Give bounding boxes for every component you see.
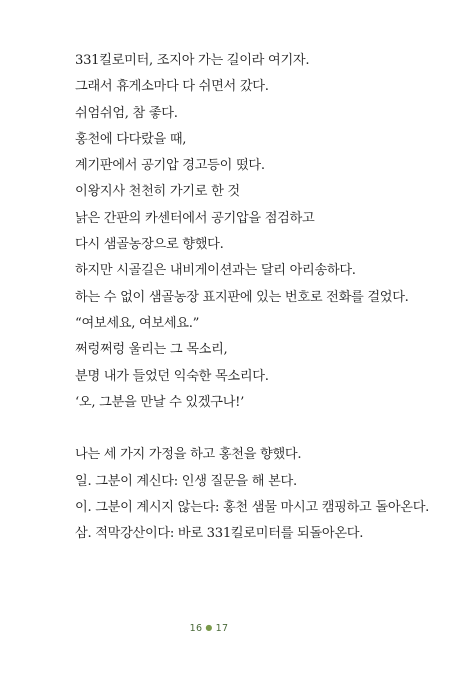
text-line: 계기판에서 공기압 경고등이 떴다. bbox=[75, 158, 265, 174]
page-footer bbox=[0, 623, 470, 634]
text-line: ‘오, 그분을 만날 수 있겠구나!’ bbox=[75, 394, 245, 410]
text-line: 나는 세 가지 가정을 하고 홍천을 향했다. bbox=[75, 447, 302, 463]
text-line: 삼. 적막강산이다: 바로 331킬로미터를 되돌아온다. bbox=[75, 526, 364, 542]
text-line: 하는 수 없이 샘골농장 표지판에 있는 번호로 전화를 걸었다. bbox=[75, 289, 409, 305]
text-line: 홍천에 다다랐을 때, bbox=[75, 131, 187, 147]
stanza-2 bbox=[75, 442, 455, 547]
text-line: 쩌렁쩌렁 울리는 그 목소리, bbox=[75, 342, 228, 358]
text-line: 331킬로미터, 조지아 가는 길이라 여기자. bbox=[75, 53, 310, 68]
text-line: “여보세요, 여보세요.” bbox=[75, 315, 200, 331]
text-line: 하지만 시골길은 내비게이션과는 달리 아리송하다. bbox=[75, 263, 356, 279]
text-line: 낡은 간판의 카센터에서 공기압을 점검하고 bbox=[75, 210, 315, 226]
stanza-break bbox=[75, 416, 455, 442]
left-page-number: 16 bbox=[189, 623, 203, 634]
text-line: 일. 그분이 계신다: 인생 질문을 해 본다. bbox=[75, 473, 297, 489]
text-line: 그래서 휴게소마다 다 쉬면서 갔다. bbox=[75, 79, 269, 95]
text-line: 다시 샘골농장으로 향했다. bbox=[75, 237, 224, 253]
text-line: 이왕지사 천천히 가기로 한 것 bbox=[75, 184, 240, 200]
page-numbers bbox=[190, 623, 229, 634]
separator-dot-icon: ● bbox=[205, 623, 213, 632]
text-line: 쉬엄쉬엄, 참 좋다. bbox=[75, 105, 178, 121]
right-page-number: 17 bbox=[215, 623, 229, 634]
stanza-1 bbox=[75, 48, 455, 416]
body-text bbox=[75, 48, 455, 548]
text-line: 분명 내가 들었던 익숙한 목소리다. bbox=[75, 368, 269, 384]
text-line: 이. 그분이 계시지 않는다: 홍천 샘물 마시고 캠핑하고 돌아온다. bbox=[75, 500, 430, 516]
